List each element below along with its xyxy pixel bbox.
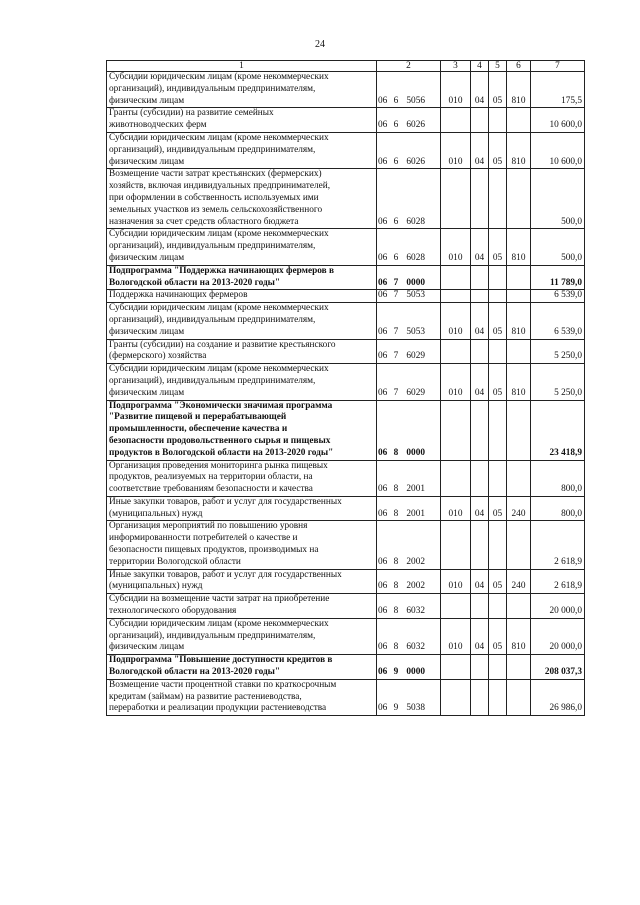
row-description: Подпрограмма "Повышение доступности кредитов в Вологодской области на 2013-2020 годы" [107,655,377,680]
row-col4 [471,521,489,569]
code-section: 06 [378,484,388,495]
code-section: 06 [378,703,388,714]
code-section: 06 [378,277,388,288]
row-col5: 05 [489,229,507,265]
code-subprogram: 8 [393,508,399,519]
row-code [377,569,441,594]
row-amount: 208 037,3 [531,655,585,680]
row-col5: 05 [489,618,507,654]
row-col4 [471,400,489,460]
column-header: 4 [471,61,489,72]
row-col3: 010 [441,229,471,265]
code-article: 5056 [406,95,425,106]
row-code [377,496,441,521]
row-col3 [441,108,471,133]
row-col3 [441,400,471,460]
code-subprogram: 9 [393,703,399,714]
row-col5: 05 [489,303,507,339]
code-section: 06 [378,606,388,617]
row-description: Субсидии юридическим лицам (кроме некоммерческих организаций), индивидуальным предпринимателям, физическим лицам [107,303,377,339]
row-code [377,521,441,569]
code-section: 06 [378,252,388,263]
row-col5: 05 [489,72,507,108]
code-article: 6032 [406,642,425,653]
code-section: 06 [378,642,388,653]
row-amount: 20 000,0 [531,618,585,654]
code-subprogram: 8 [393,447,399,458]
row-col4 [471,290,489,303]
row-col4 [471,594,489,619]
row-col5: 05 [489,496,507,521]
row-amount: 175,5 [531,72,585,108]
row-code [377,460,441,496]
row-col3 [441,460,471,496]
row-col4 [471,108,489,133]
row-description: Подпрограмма "Поддержка начинающих фермеров в Вологодской области на 2013-2020 годы" [107,265,377,290]
row-code [377,339,441,364]
code-article: 2001 [406,508,425,519]
row-amount: 23 418,9 [531,400,585,460]
row-col5 [489,594,507,619]
row-amount: 2 618,9 [531,569,585,594]
code-subprogram: 9 [393,667,399,678]
code-subprogram: 7 [393,290,399,301]
row-description: Организация проведения мониторинга рынка пищевых продуктов, реализуемых на территории области, на соответствие требованиям безопасности и качества [107,460,377,496]
row-col6: 810 [507,303,531,339]
row-col3: 010 [441,132,471,168]
row-description: Возмещение части процентной ставки по краткосрочным кредитам (займам) на развитие растениеводства, переработки и реализации продукции растениеводства [107,679,377,715]
row-amount: 800,0 [531,460,585,496]
table-row [107,229,585,265]
table-row [107,132,585,168]
row-col5 [489,108,507,133]
row-col5 [489,265,507,290]
row-code [377,169,441,229]
row-code [377,72,441,108]
row-col6: 810 [507,618,531,654]
code-subprogram: 6 [393,156,399,167]
column-header: 3 [441,61,471,72]
column-header: 5 [489,61,507,72]
code-article: 6032 [406,606,425,617]
row-description: Субсидии юридическим лицам (кроме некоммерческих организаций), индивидуальным предпринимателям, физическим лицам [107,229,377,265]
row-col5: 05 [489,132,507,168]
row-description: Организация мероприятий по повышению уровня информированности потребителей о качестве и безопасности пищевых продуктов, производимых на территории Вологодской области [107,521,377,569]
code-article: 6029 [406,351,425,362]
table-row [107,618,585,654]
code-subprogram: 7 [393,387,399,398]
table-row [107,655,585,680]
row-code [377,400,441,460]
row-col4: 04 [471,132,489,168]
code-section: 06 [378,447,388,458]
code-article: 2001 [406,484,425,495]
code-section: 06 [378,556,388,567]
row-col6 [507,265,531,290]
table-row [107,569,585,594]
row-amount: 6 539,0 [531,290,585,303]
table-row [107,679,585,715]
column-header: 2 [377,61,441,72]
row-col6 [507,290,531,303]
code-subprogram: 7 [393,351,399,362]
row-amount: 800,0 [531,496,585,521]
table-row [107,496,585,521]
code-subprogram: 8 [393,484,399,495]
code-article: 6026 [406,156,425,167]
row-col4 [471,339,489,364]
row-col5 [489,655,507,680]
row-col5 [489,679,507,715]
code-subprogram: 7 [393,326,399,337]
column-header: 6 [507,61,531,72]
row-col6: 810 [507,72,531,108]
code-section: 06 [378,387,388,398]
row-col6 [507,594,531,619]
row-col6 [507,655,531,680]
row-col5 [489,290,507,303]
row-col4 [471,265,489,290]
row-description: Возмещение части затрат крестьянских (фермерских) хозяйств, включая индивидуальных предпринимателей, при оформлении в собственность используемых ими земельных участков из земель сельскохозяйственного назначения за счет средств областного бюджета [107,169,377,229]
row-col3 [441,339,471,364]
table-row [107,169,585,229]
row-description: Иные закупки товаров, работ и услуг для государственных (муниципальных) нужд [107,569,377,594]
row-amount: 26 986,0 [531,679,585,715]
row-col6 [507,679,531,715]
code-subprogram: 7 [393,277,399,288]
table-row [107,364,585,400]
row-code [377,108,441,133]
row-col4: 04 [471,618,489,654]
row-col4 [471,460,489,496]
table-row [107,460,585,496]
row-description: Гранты (субсидии) на развитие семейных животноводческих ферм [107,108,377,133]
code-article: 5053 [406,290,425,301]
row-amount: 5 250,0 [531,339,585,364]
table-row [107,290,585,303]
row-col6: 240 [507,569,531,594]
row-col3: 010 [441,364,471,400]
row-col6 [507,400,531,460]
row-description: Субсидии юридическим лицам (кроме некоммерческих организаций), индивидуальным предпринимателям, физическим лицам [107,72,377,108]
table-row [107,594,585,619]
row-amount: 5 250,0 [531,364,585,400]
code-section: 06 [378,290,388,301]
row-col5 [489,339,507,364]
row-amount: 10 600,0 [531,108,585,133]
code-article: 6028 [406,252,425,263]
row-col3 [441,594,471,619]
table-header-row [107,61,585,72]
row-col3 [441,290,471,303]
row-col3 [441,679,471,715]
table-row [107,303,585,339]
code-subprogram: 8 [393,556,399,567]
code-section: 06 [378,326,388,337]
code-section: 06 [378,156,388,167]
row-amount: 500,0 [531,229,585,265]
code-section: 06 [378,581,388,592]
column-header: 7 [531,61,585,72]
row-col4 [471,655,489,680]
row-amount: 11 789,0 [531,265,585,290]
row-code [377,594,441,619]
row-code [377,679,441,715]
row-description: Иные закупки товаров, работ и услуг для государственных (муниципальных) нужд [107,496,377,521]
row-description: Гранты (субсидии) на создание и развитие крестьянского (фермерского) хозяйства [107,339,377,364]
code-article: 2002 [406,556,425,567]
row-col4: 04 [471,364,489,400]
row-description: Поддержка начинающих фермеров [107,290,377,303]
code-article: 5038 [406,703,425,714]
budget-table [106,60,585,716]
row-amount: 10 600,0 [531,132,585,168]
row-code [377,229,441,265]
table-row [107,72,585,108]
code-article: 0000 [406,277,425,288]
row-col5: 05 [489,364,507,400]
row-col5: 05 [489,569,507,594]
row-code [377,364,441,400]
row-description: Субсидии юридическим лицам (кроме некоммерческих организаций), индивидуальным предпринимателям, физическим лицам [107,132,377,168]
row-col3 [441,169,471,229]
code-article: 6026 [406,120,425,131]
column-header: 1 [107,61,377,72]
row-col6 [507,460,531,496]
row-col6 [507,521,531,569]
row-col5 [489,169,507,229]
row-col3: 010 [441,72,471,108]
code-section: 06 [378,667,388,678]
row-code [377,618,441,654]
row-code [377,303,441,339]
code-subprogram: 6 [393,252,399,263]
row-col6 [507,169,531,229]
row-col3 [441,265,471,290]
code-subprogram: 8 [393,581,399,592]
row-description: Субсидии юридическим лицам (кроме некоммерческих организаций), индивидуальным предпринимателям, физическим лицам [107,364,377,400]
code-section: 06 [378,95,388,106]
table-row [107,108,585,133]
row-col6: 810 [507,229,531,265]
code-subprogram: 6 [393,95,399,106]
row-description: Субсидии на возмещение части затрат на приобретение технологического оборудования [107,594,377,619]
table-row [107,339,585,364]
row-col5 [489,400,507,460]
row-col3 [441,655,471,680]
row-col6 [507,339,531,364]
row-col3: 010 [441,569,471,594]
code-subprogram: 6 [393,216,399,227]
row-code [377,132,441,168]
page-number: 24 [315,39,325,50]
code-section: 06 [378,351,388,362]
row-col4: 04 [471,496,489,521]
row-col4: 04 [471,303,489,339]
code-article: 0000 [406,447,425,458]
row-code [377,655,441,680]
row-amount: 6 539,0 [531,303,585,339]
code-article: 6028 [406,216,425,227]
code-article: 2002 [406,581,425,592]
row-col6: 240 [507,496,531,521]
table-row [107,265,585,290]
row-col3 [441,521,471,569]
code-subprogram: 8 [393,642,399,653]
row-amount: 2 618,9 [531,521,585,569]
table-row [107,400,585,460]
row-description: Субсидии юридическим лицам (кроме некоммерческих организаций), индивидуальным предпринимателям, физическим лицам [107,618,377,654]
table-row [107,521,585,569]
row-amount: 20 000,0 [531,594,585,619]
code-section: 06 [378,216,388,227]
row-col4: 04 [471,569,489,594]
row-col4: 04 [471,72,489,108]
row-description: Подпрограмма "Экономически значимая программа "Развитие пищевой и перерабатывающей промышленности, обеспечение качества и безопасности продовольственного сырья и пищевых продуктов в Вологодской области на 2013-2020 годы" [107,400,377,460]
row-code [377,265,441,290]
row-col5 [489,521,507,569]
row-col3: 010 [441,303,471,339]
row-col6: 810 [507,132,531,168]
code-section: 06 [378,120,388,131]
code-subprogram: 8 [393,606,399,617]
code-article: 0000 [406,667,425,678]
row-col4 [471,169,489,229]
row-col4: 04 [471,229,489,265]
code-subprogram: 6 [393,120,399,131]
row-col5 [489,460,507,496]
row-code [377,290,441,303]
row-col6: 810 [507,364,531,400]
code-article: 6029 [406,387,425,398]
row-col3: 010 [441,496,471,521]
row-col6 [507,108,531,133]
row-col4 [471,679,489,715]
row-amount: 500,0 [531,169,585,229]
row-col3: 010 [441,618,471,654]
code-article: 5053 [406,326,425,337]
code-section: 06 [378,508,388,519]
table-body [107,61,585,716]
